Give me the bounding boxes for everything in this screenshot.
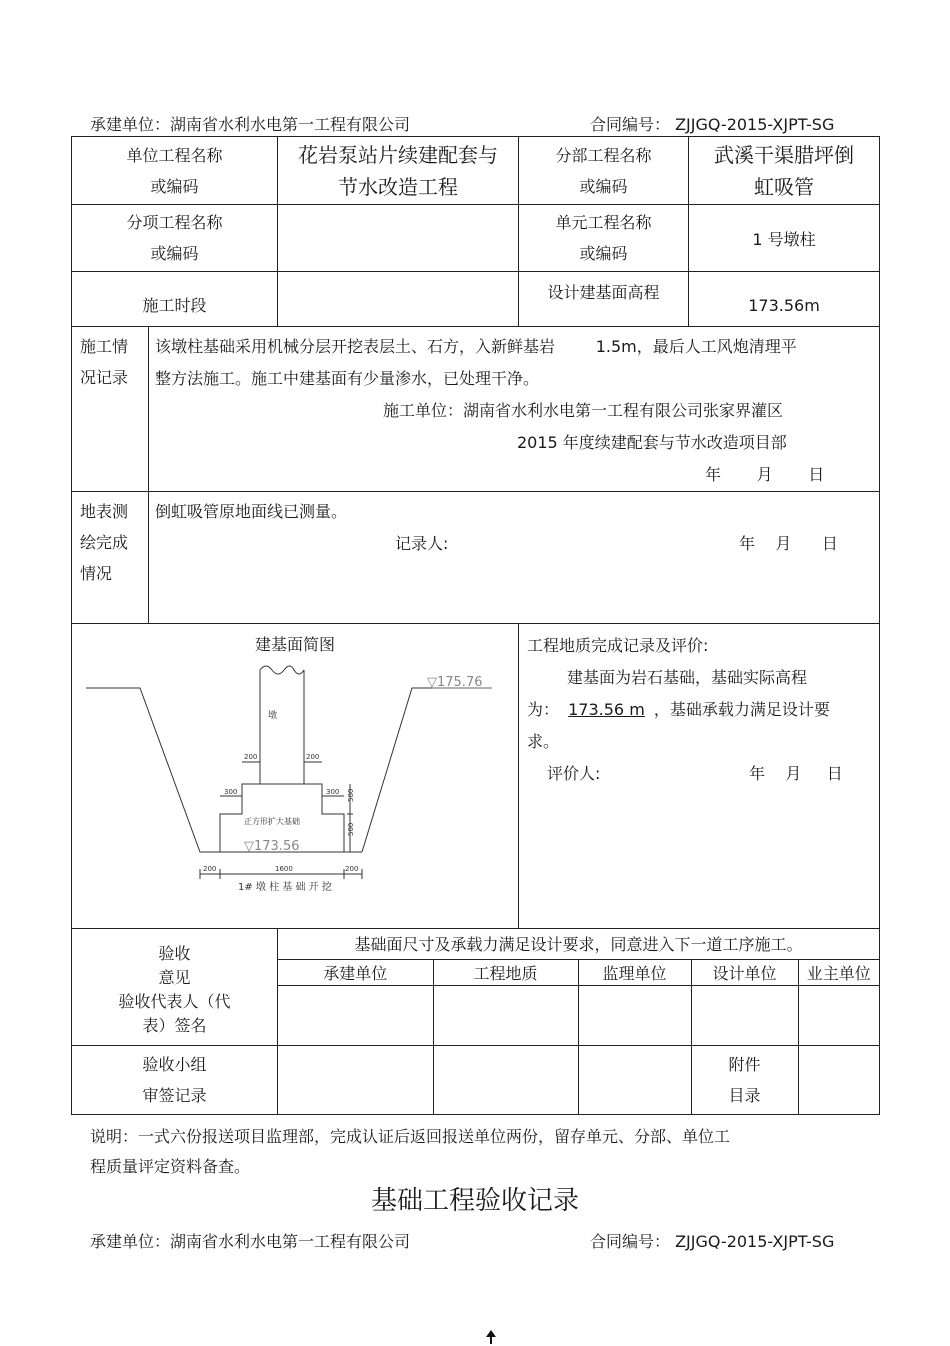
sign-geology[interactable] <box>433 985 578 1045</box>
acceptance-signature-block <box>278 929 880 1046</box>
sketch-caption: 1# 墩 柱 基 础 开 挖 <box>238 882 332 893</box>
review-cell-1[interactable] <box>278 1046 433 1114</box>
attachment-value[interactable] <box>798 1046 879 1114</box>
col-owner: 业主单位 <box>798 959 879 985</box>
review-group-label: 验收小组 审签记录 <box>72 1046 278 1115</box>
pier-break-line <box>260 666 304 674</box>
right-excavation-line <box>362 688 432 852</box>
base-elevation-label: ▽173.56 <box>244 839 300 854</box>
actual-elevation-value: 173.56 m <box>568 700 645 719</box>
review-cell-3[interactable] <box>578 1046 691 1114</box>
construction-record <box>149 327 880 492</box>
division-value: 武溪干渠腊坪倒 虹吸管 <box>689 137 880 205</box>
acceptance-opinion: 基础面尺寸及承载力满足设计要求，同意进入下一道工序施工。 <box>278 929 879 959</box>
dimension-500b: 500 <box>347 822 355 836</box>
element-label: 单元工程名称 或编码 <box>519 205 689 272</box>
design-elevation-value: 173.56m <box>689 272 880 327</box>
sign-owner[interactable] <box>798 985 879 1045</box>
survey-record <box>149 492 880 624</box>
col-contractor: 承建单位 <box>278 959 433 985</box>
construction-label: 施工情 况记录 <box>72 327 149 492</box>
dimension-300b: 300 <box>326 788 340 796</box>
ground-elevation-label: ▽175.76 <box>427 675 483 690</box>
design-elevation-label: 设计建基面高程 <box>519 272 689 327</box>
construction-unit-2: 2015 年度续建配套与节水改造项目部 <box>517 433 787 452</box>
footer-contract-number: 合同编号： ZJJGQ-2015-XJPT-SG <box>590 1232 835 1251</box>
up-arrow-icon <box>485 1330 497 1344</box>
period-value <box>278 272 519 327</box>
form-note: 说明：一式六份报送项目监理部，完成认证后返回报送单位两份，留存单元、分部、单位工 程质量评定资料备查。 <box>90 1127 731 1176</box>
geology-evaluator: 评价人: <box>547 764 601 783</box>
col-supervision: 监理单位 <box>578 959 691 985</box>
geology-date: 年 月 日 <box>749 764 843 783</box>
sign-design[interactable] <box>691 985 798 1045</box>
col-design: 设计单位 <box>691 959 798 985</box>
contractor-header: 承建单位：湖南省水利水电第一工程有限公司 <box>90 115 411 134</box>
construction-text-1: 该墩柱基础采用机械分层开挖表层土、石方，入新鲜基岩 1.5m，最后人工风炮清理平 <box>155 337 797 356</box>
review-cell-2[interactable] <box>433 1046 578 1114</box>
foundation-label: 正方形扩大基础 <box>244 817 300 826</box>
period-label: 施工时段 <box>72 272 278 327</box>
dimension-200b: 200 <box>306 753 320 761</box>
construction-text-2: 整方法施工。施工中建基面有少量渗水，已处理干净。 <box>155 369 540 388</box>
left-excavation-line <box>86 688 362 852</box>
element-value: 1 号墩柱 <box>689 205 880 272</box>
survey-date: 年 月 日 <box>739 534 838 553</box>
subitem-value <box>278 205 519 272</box>
sketch-title: 建基面简图 <box>255 635 336 654</box>
foundation-sketch <box>72 656 518 926</box>
survey-label: 地表测 绘完成 情况 <box>72 492 149 624</box>
geology-title: 工程地质完成记录及评价: <box>527 636 709 655</box>
sign-contractor[interactable] <box>278 985 433 1045</box>
review-group-block <box>278 1046 880 1115</box>
geology-text-2: 为： 173.56 m ，基础承载力满足设计要 <box>527 700 830 719</box>
geology-text-1: 建基面为岩石基础，基础实际高程 <box>567 668 808 687</box>
dimension-300a: 300 <box>224 788 238 796</box>
construction-date: 年 月 日 <box>705 465 825 484</box>
unit-project-label: 单位工程名称 或编码 <box>72 137 278 205</box>
contract-number-header: 合同编号： ZJJGQ-2015-XJPT-SG <box>590 115 835 134</box>
attachment-label: 附件 目录 <box>691 1046 798 1114</box>
dimension-bottom-200a: 200 <box>203 865 217 873</box>
division-label: 分部工程名称 或编码 <box>519 137 689 205</box>
sign-supervision[interactable] <box>578 985 691 1045</box>
footer-contractor: 承建单位：湖南省水利水电第一工程有限公司 <box>90 1232 411 1251</box>
acceptance-form-table <box>71 136 880 1115</box>
unit-project-value: 花岩泵站片续建配套与 节水改造工程 <box>278 137 519 205</box>
geology-text-3: 求。 <box>527 732 560 751</box>
survey-text: 倒虹吸管原地面线已测量。 <box>155 502 348 521</box>
next-form-title: 基础工程验收记录 <box>370 1186 579 1216</box>
dimension-bottom-200b: 200 <box>345 865 359 873</box>
dimension-500a: 500 <box>347 788 355 802</box>
survey-recorder: 记录人: <box>395 534 449 553</box>
geology-cell <box>519 624 880 929</box>
dimension-bottom-1600: 1600 <box>275 865 293 873</box>
construction-unit-1: 施工单位：湖南省水利水电第一工程有限公司张家界灌区 <box>383 401 784 420</box>
dimension-200a: 200 <box>244 753 258 761</box>
col-geology: 工程地质 <box>433 959 578 985</box>
sketch-cell <box>72 624 519 929</box>
subitem-label: 分项工程名称 或编码 <box>72 205 278 272</box>
acceptance-label: 验收 意见 验收代表人（代 表）签名 <box>72 929 278 1046</box>
pier-label: 墩 <box>268 711 278 721</box>
